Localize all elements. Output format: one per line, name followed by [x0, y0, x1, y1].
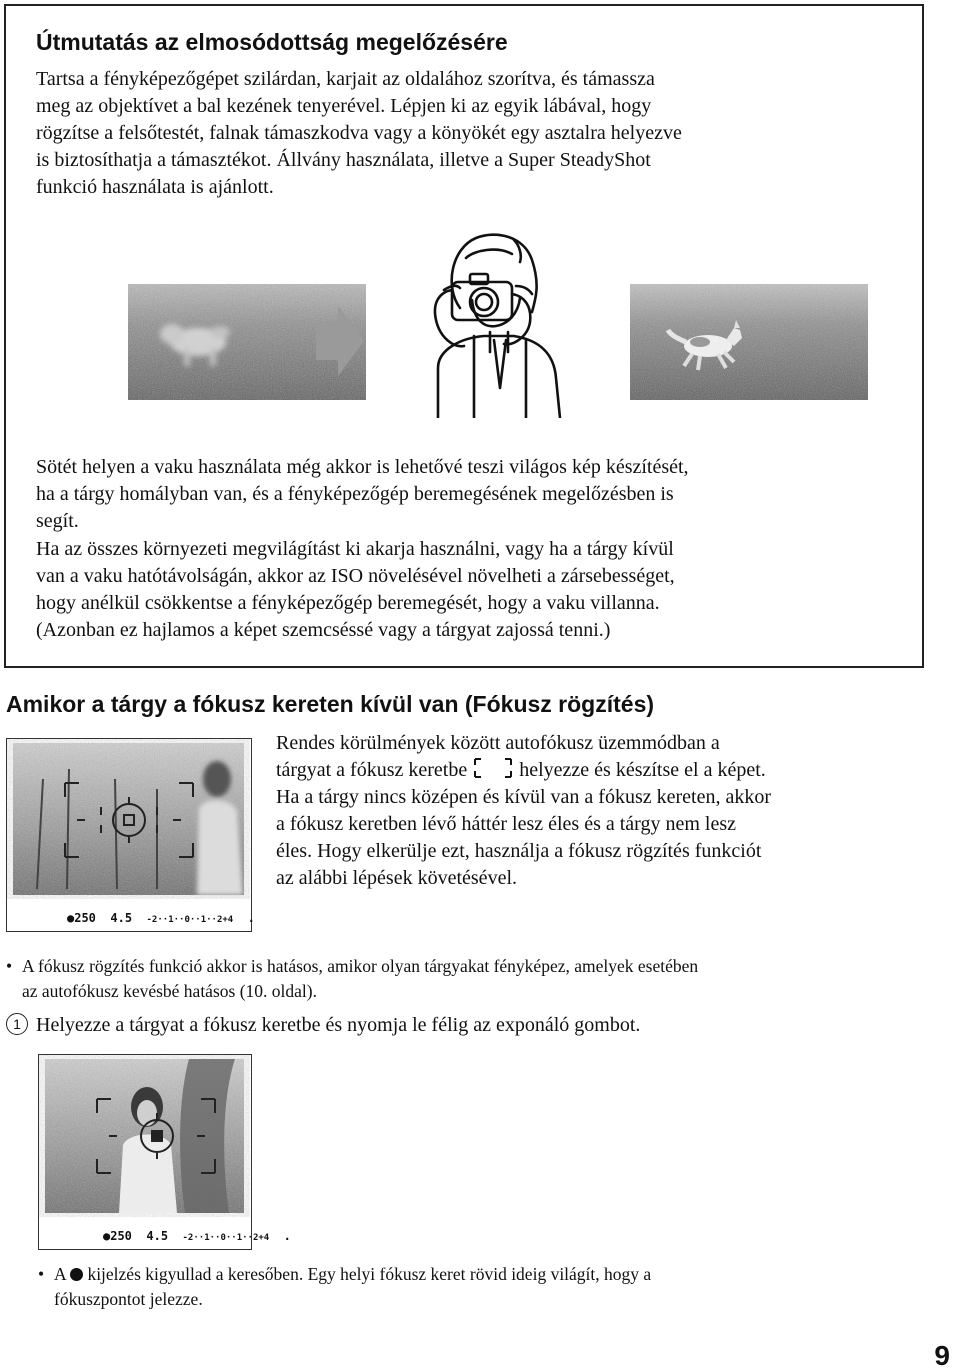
- focus-lock-intro: [276, 730, 771, 892]
- text-line: van a vaku hatótávolságán, akkor az ISO növelésével növelheti a zársebességet,: [36, 565, 675, 587]
- text-line: fókuszpontot jelezze.: [54, 1289, 203, 1309]
- text-line: [6, 1012, 640, 1039]
- text-line: ha a tárgy homályban van, és a fényképezőgép beremegésének megelőzésben is: [36, 483, 674, 505]
- focus-frame-icon: [471, 757, 515, 779]
- person-holding-camera-illustration: [414, 228, 564, 418]
- text-line: [38, 1262, 651, 1287]
- text-line: (Azonban ez hajlamos a képet szemcséssé vagy a tárgyat zajossá tenni.): [36, 619, 611, 641]
- text-line: az alábbi lépések követésével.: [276, 867, 517, 889]
- viewfinder-image-1: [6, 738, 255, 932]
- text-line: Ha az összes környezeti megvilágítást ki akarja használni, vagy ha a tárgy kívül: [36, 538, 674, 560]
- note-1: [6, 954, 698, 1004]
- tip-title: Útmutatás az elmosódottság megelőzésére: [36, 29, 508, 55]
- focus-lock-title: Amikor a tárgy a fókusz kereten kívül van (Fókusz rögzítés): [6, 691, 655, 717]
- text-line: Rendes körülmények között autofókusz üzemmódban a: [276, 732, 720, 754]
- aperture-value: 4.5: [146, 1229, 169, 1243]
- tip-paragraph-2: [36, 454, 689, 535]
- text-line: az autofókusz kevésbé hatásos (10. oldal).: [22, 981, 317, 1001]
- arrow-right-icon: [316, 306, 364, 376]
- shutter-value: 250: [74, 911, 96, 925]
- tip-paragraph-1: [36, 66, 682, 201]
- sharp-dog-photo: [630, 284, 868, 400]
- page-number: 9: [934, 1340, 950, 1371]
- exposure-scale: -2··1··0··1··2+4: [182, 1233, 270, 1243]
- aperture-value: 4.5: [110, 911, 133, 925]
- text-line: segít.: [36, 510, 79, 532]
- text-line: funkció használata is ajánlott.: [36, 176, 274, 198]
- text-line: is biztosíthatja a támasztékot. Állvány használata, illetve a Super SteadyShot: [36, 149, 651, 171]
- text-line: [6, 954, 698, 979]
- text-line: Sötét helyen a vaku használata még akkor is lehetővé teszi világos kép készítését,: [36, 456, 689, 478]
- bullet: •: [38, 1264, 45, 1284]
- step-text: Helyezze a tárgyat a fókusz keretbe és nyomja le félig az exponáló gombot.: [36, 1014, 641, 1036]
- viewfinder-readout: ●250 4.5 -2··1··0··1··2+4 .: [67, 911, 255, 925]
- text-fragment: tárgyat a fókusz keretbe: [276, 759, 468, 781]
- step-number-badge: 1: [6, 1013, 28, 1035]
- bullet: •: [6, 956, 13, 976]
- focus-indicator-icon: [70, 1268, 83, 1281]
- note-text: kijelzés kigyullad a keresőben. Egy helyi fókusz keret rövid ideig világít, hogy a: [87, 1264, 652, 1284]
- note-2: [38, 1262, 651, 1312]
- shutter-value: 250: [110, 1229, 132, 1243]
- text-line: a fókusz keretben lévő háttér lesz éles és a tárgy nem lesz: [276, 813, 736, 835]
- viewfinder-image-2: [38, 1054, 291, 1250]
- text-line: hogy anélkül csökkentse a fényképezőgép beremegését, hogy a vaku villanna.: [36, 592, 660, 614]
- text-line: Tartsa a fényképezőgépet szilárdan, karjait az oldalához szorítva, és támassza: [36, 68, 655, 90]
- text-line: [276, 757, 771, 784]
- step-1: [6, 1012, 640, 1039]
- exposure-scale: -2··1··0··1··2+4: [146, 915, 234, 925]
- text-line: meg az objektívet a bal kezének tenyerével. Lépjen ki az egyik lábával, hogy: [36, 95, 652, 117]
- text-line: éles. Hogy elkerülje ezt, használja a fókusz rögzítés funkciót: [276, 840, 762, 862]
- note-text: A fókusz rögzítés funkció akkor is hatásos, amikor olyan tárgyakat fényképez, amelyek esetében: [22, 956, 699, 976]
- text-fragment: helyezze és készítse el a képet.: [519, 759, 766, 781]
- note-text: A: [54, 1264, 66, 1284]
- tip-paragraph-3: [36, 536, 675, 644]
- text-line: rögzítse a felsőtestét, falnak támaszkodva vagy a könyökét egy asztalra helyezve: [36, 122, 682, 144]
- viewfinder-readout: ●250 4.5 -2··1··0··1··2+4 .: [103, 1229, 291, 1243]
- text-line: Ha a tárgy nincs középen és kívül van a fókusz kereten, akkor: [276, 786, 772, 808]
